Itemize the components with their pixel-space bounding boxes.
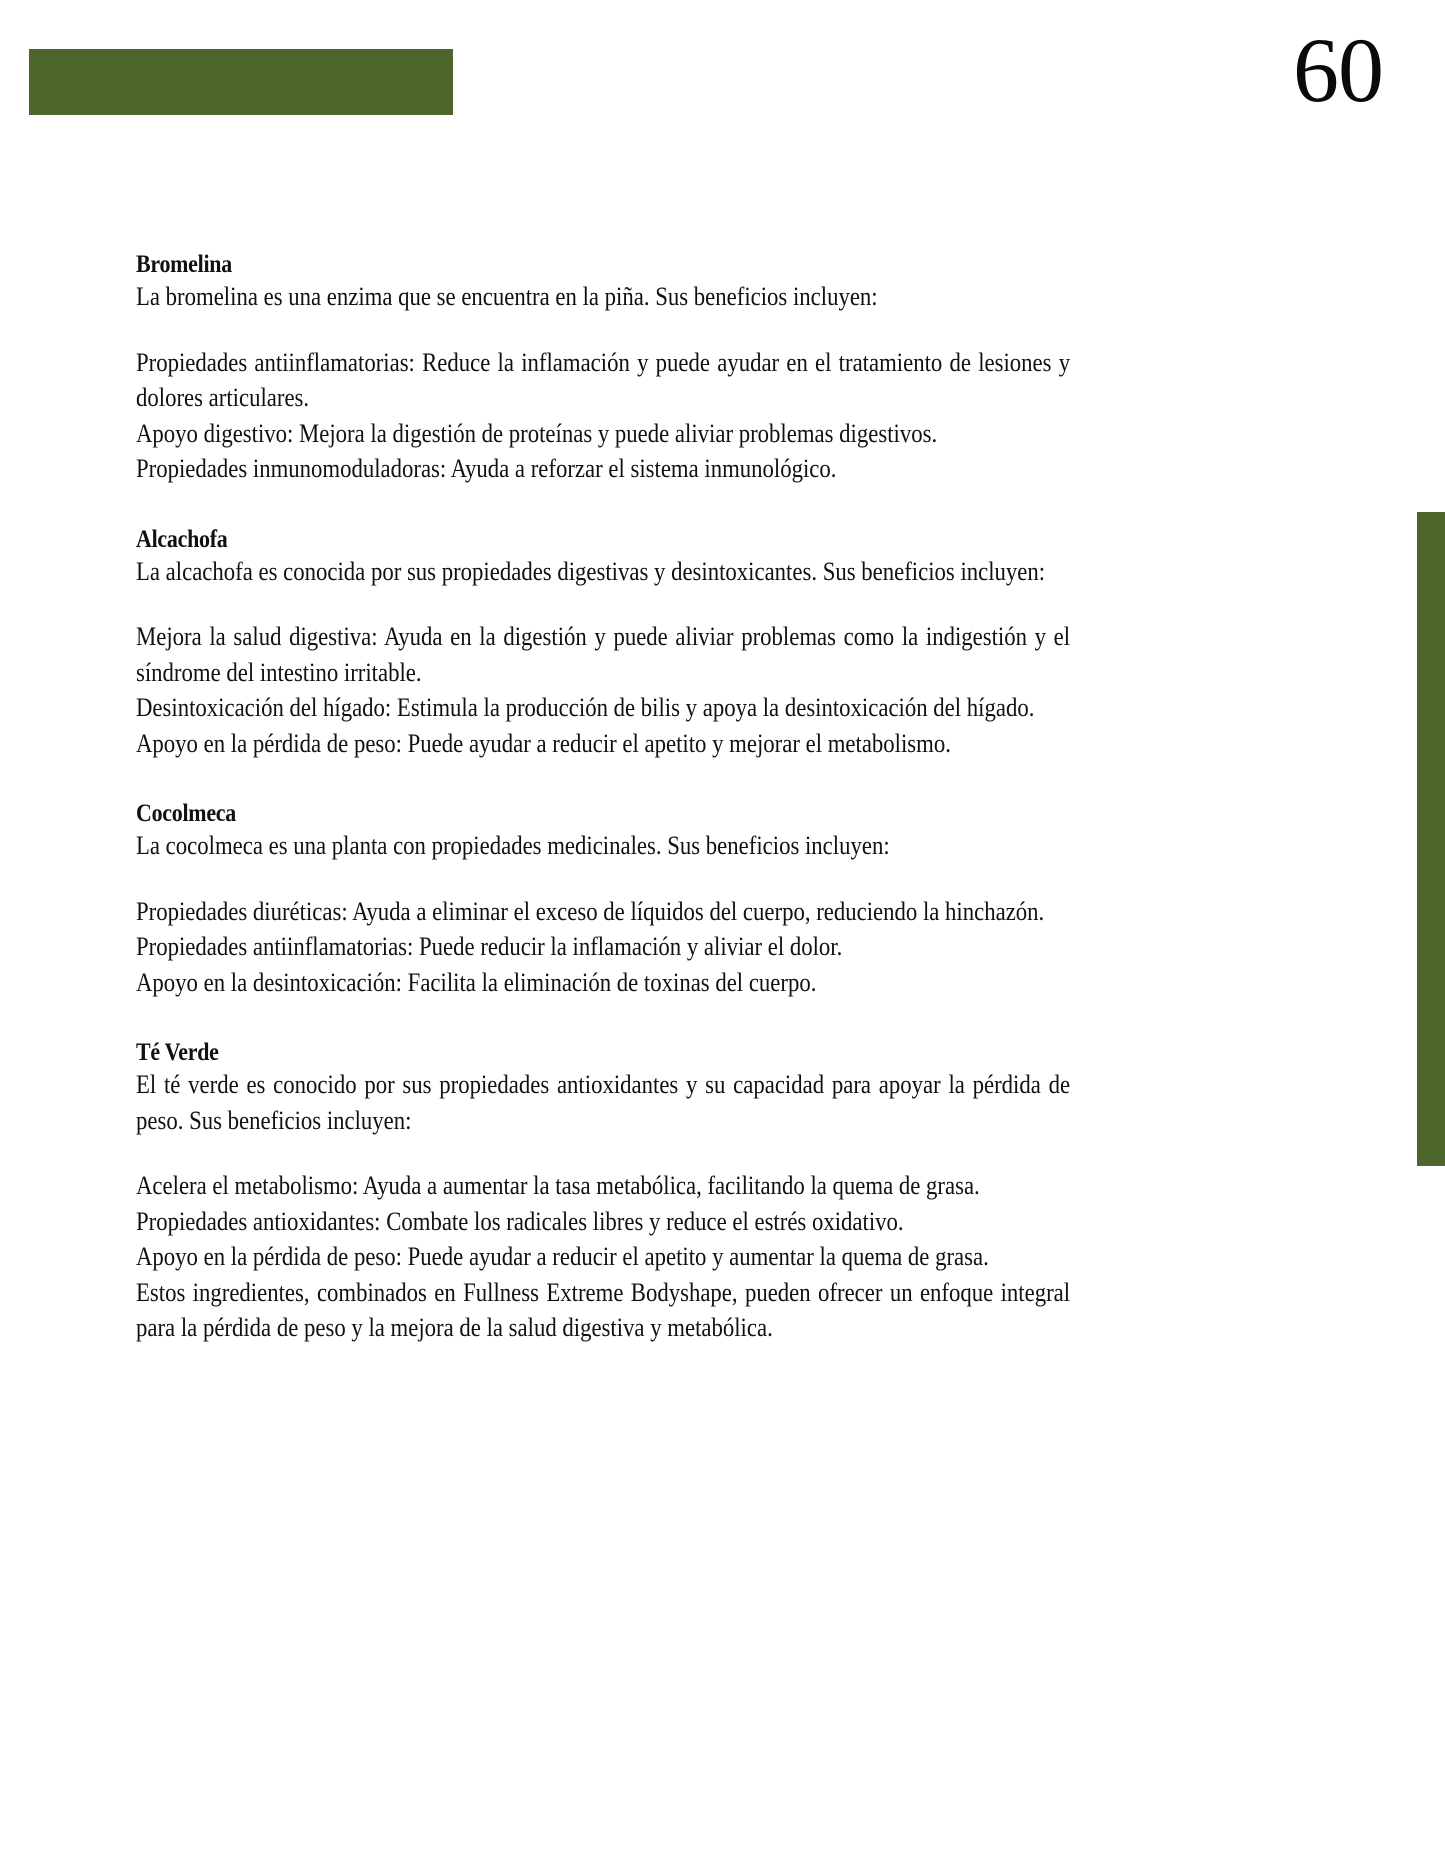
right-accent-bar (1417, 512, 1445, 1166)
benefit-item: Propiedades antioxidantes: Combate los radicales libres y reduce el estrés oxidativo. (136, 1206, 904, 1236)
section-intro-cocolmeca: La cocolmeca es una planta con propiedades medicinales. Sus beneficios incluyen: (136, 831, 890, 861)
section-closing-paragraph: Estos ingredientes, combinados en Fullness Extreme Bodyshape, pueden ofrecer un enfoque integral para la pérdida de peso y la mejora de la salud digestiva y metabólica. (136, 1277, 1071, 1343)
header-accent-bar (29, 49, 453, 115)
benefit-item: Propiedades diuréticas: Ayuda a eliminar el exceso de líquidos del cuerpo, reduciendo la hinchazón. (136, 896, 1045, 926)
benefit-item: Apoyo digestivo: Mejora la digestión de proteínas y puede aliviar problemas digestivos. (136, 418, 938, 448)
benefit-item: Apoyo en la pérdida de peso: Puede ayudar a reducir el apetito y mejorar el metabolismo. (136, 728, 951, 758)
section-title-te-verde: Té Verde (136, 1037, 219, 1067)
section-title-cocolmeca: Cocolmeca (136, 798, 236, 828)
section-intro-alcachofa: La alcachofa es conocida por sus propiedades digestivas y desintoxicantes. Sus beneficios incluyen: (136, 556, 1046, 586)
section-title-bromelina: Bromelina (136, 249, 232, 278)
benefit-item: Propiedades antiinflamatorias: Puede reducir la inflamación y aliviar el dolor. (136, 932, 843, 962)
section-te-verde (136, 1036, 1070, 1346)
section-cocolmeca (136, 797, 1070, 1000)
benefit-item: Desintoxicación del hígado: Estimula la producción de bilis y apoya la desintoxicación del hígado. (136, 693, 1035, 723)
section-title-alcachofa: Alcachofa (136, 523, 228, 553)
document-body (136, 248, 1070, 1346)
section-alcachofa (136, 523, 1070, 762)
section-intro-te-verde: El té verde es conocido por sus propiedades antioxidantes y su capacidad para apoyar la pérdida de peso. Sus beneficios incluyen: (136, 1070, 1071, 1135)
benefit-item: Mejora la salud digestiva: Ayuda en la digestión y puede aliviar problemas como la indigestión y el síndrome del intestino irritable. (136, 622, 1071, 687)
benefit-item: Apoyo en la pérdida de peso: Puede ayudar a reducir el apetito y aumentar la quema de grasa. (136, 1242, 989, 1272)
benefit-item: Propiedades inmunomoduladoras: Ayuda a reforzar el sistema inmunológico. (136, 454, 837, 484)
page-number: 60 (1293, 19, 1383, 121)
section-bromelina (136, 248, 1070, 487)
benefit-item: Propiedades antiinflamatorias: Reduce la inflamación y puede ayudar en el tratamiento de lesiones y dolores articulares. (136, 347, 1071, 413)
benefit-item: Apoyo en la desintoxicación: Facilita la eliminación de toxinas del cuerpo. (136, 967, 817, 997)
benefit-item: Acelera el metabolismo: Ayuda a aumentar la tasa metabólica, facilitando la quema de grasa. (136, 1171, 980, 1201)
section-intro-bromelina: La bromelina es una enzima que se encuentra en la piña. Sus beneficios incluyen: (136, 282, 878, 312)
